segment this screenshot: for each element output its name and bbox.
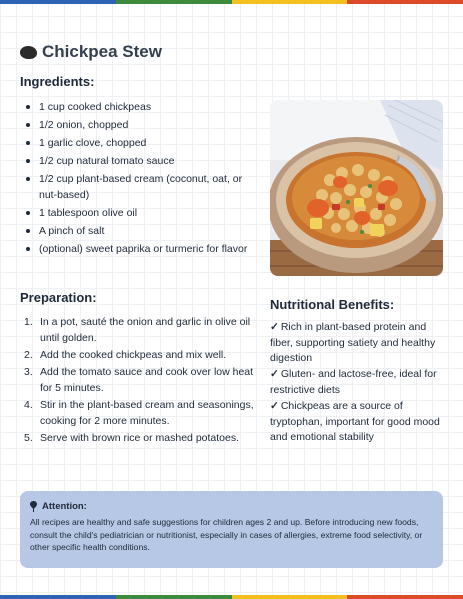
stripe-yellow — [232, 595, 348, 599]
pin-icon — [30, 501, 37, 512]
stripe-red — [347, 0, 463, 4]
attention-box — [20, 491, 443, 568]
step-text: Stir in the plant-based cream and seasonings, cooking for 2 more minutes. — [40, 399, 254, 427]
checkmark-icon: ✓ — [270, 399, 279, 412]
recipe-title — [20, 42, 162, 62]
ingredients-heading: Ingredients: — [20, 74, 95, 89]
attention-text: All recipes are healthy and safe suggestions for children ages 2 and up. Before introducing new foods, consult the child's pediatrician or nutritionist, especially in cases of allergies, extreme food selectivity, or other specific health conditions. — [30, 517, 423, 553]
ingredients-list — [24, 99, 256, 259]
stripe-blue — [0, 595, 116, 599]
attention-title: Attention: — [42, 501, 87, 512]
checkmark-icon: ✓ — [270, 368, 279, 381]
stew-bowl-illustration — [270, 100, 443, 276]
benefit-text: Rich in plant-based protein and fiber, supporting satiety and healthy digestion — [270, 321, 436, 365]
stripe-blue — [0, 0, 116, 4]
page-title: Chickpea Stew — [42, 42, 162, 61]
step-number: 2. — [24, 348, 33, 361]
step-text: Serve with brown rice or mashed potatoes. — [40, 431, 240, 444]
ingredient-item: 1/2 onion, chopped — [24, 117, 256, 133]
benefit-item — [270, 320, 446, 367]
step-text: In a pot, sauté the onion and garlic in olive oil until golden. — [40, 316, 251, 344]
preparation-step — [24, 348, 259, 364]
preparation-steps — [24, 315, 259, 448]
step-text: Add the tomato sauce and cook over low heat for 5 minutes. — [40, 366, 254, 394]
preparation-heading: Preparation: — [20, 290, 97, 305]
nutrition-heading: Nutritional Benefits: — [270, 297, 395, 312]
stripe-yellow — [232, 0, 348, 4]
preparation-step — [24, 365, 259, 396]
checkmark-icon: ✓ — [270, 321, 279, 333]
step-number: 3. — [24, 366, 33, 379]
stripe-green — [116, 595, 232, 599]
stripe-red — [347, 595, 463, 599]
stripe-green — [116, 0, 232, 4]
step-number: 4. — [24, 399, 33, 412]
benefit-item — [270, 399, 446, 446]
preparation-step — [24, 431, 259, 447]
step-number: 1. — [24, 316, 33, 328]
benefit-text: Gluten- and lactose-free, ideal for restrictive diets — [270, 368, 437, 396]
step-text: Add the cooked chickpeas and mix well. — [40, 348, 227, 361]
nutrition-benefits — [270, 320, 446, 446]
bean-icon — [20, 46, 37, 59]
ingredient-item: (optional) sweet paprika or turmeric for flavor — [24, 241, 256, 257]
step-number: 5. — [24, 431, 33, 444]
ingredient-item: A pinch of salt — [24, 223, 256, 239]
ingredient-item: 1/2 cup natural tomato sauce — [24, 153, 256, 169]
chickpea-stew-photo — [270, 100, 443, 276]
attention-title-row — [30, 501, 433, 512]
preparation-step — [24, 315, 259, 346]
ingredient-item: 1 cup cooked chickpeas — [24, 99, 256, 115]
preparation-step — [24, 398, 259, 429]
ingredient-item: 1 garlic clove, chopped — [24, 135, 256, 151]
benefit-item — [270, 367, 446, 398]
ingredient-item: 1/2 cup plant-based cream (coconut, oat, or nut-based) — [24, 171, 256, 203]
benefit-text: Chickpeas are a source of tryptophan, important for good mood and emotional stability — [270, 399, 440, 444]
bottom-color-stripe — [0, 595, 463, 599]
top-color-stripe — [0, 0, 463, 4]
ingredient-item: 1 tablespoon olive oil — [24, 205, 256, 221]
